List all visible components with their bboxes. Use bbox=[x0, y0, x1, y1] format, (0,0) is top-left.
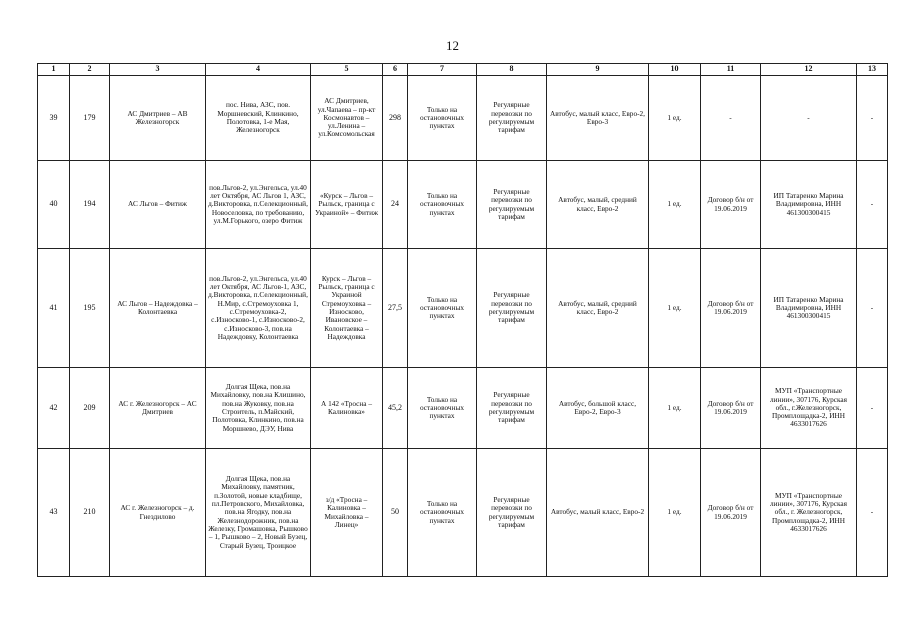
route-number: 209 bbox=[70, 368, 110, 449]
vehicle-class: Автобус, большой класс, Евро-2, Евро-3 bbox=[547, 368, 649, 449]
header-col-10: 10 bbox=[649, 64, 701, 76]
carrier-info: ИП Татаренко Марина Владимировна, ИНН 461300300415 bbox=[761, 161, 857, 249]
carrier-info: ИП Татаренко Марина Владимировна, ИНН 461300300415 bbox=[761, 249, 857, 368]
roads-list: «Курск – Льгов – Рыльск, граница с Украиной» – Фитиж bbox=[311, 161, 383, 249]
route-name: АС Льгов – Надеждовка – Колонтаевка bbox=[110, 249, 206, 368]
stops-list: Долгая Щека, пов.на Михайловку, пов.на Клишино, пов.на Жуковку, пов.на Строитель, п.Майский, Полотовка, Клинкино, пов.на Моршнево, ДЭУ, Нива bbox=[206, 368, 311, 449]
route-index: 43 bbox=[38, 449, 70, 577]
header-col-8: 8 bbox=[477, 64, 547, 76]
table-row bbox=[38, 161, 888, 249]
vehicle-count: 1 ед. bbox=[649, 161, 701, 249]
route-name: АС Льгов – Фитиж bbox=[110, 161, 206, 249]
notes-cell: - bbox=[857, 449, 888, 577]
table-row bbox=[38, 368, 888, 449]
contract-info: Договор б/н от 19.06.2019 bbox=[701, 161, 761, 249]
vehicle-count: 1 ед. bbox=[649, 368, 701, 449]
boarding-order: Только на остановочных пунктах bbox=[408, 449, 477, 577]
route-index: 41 bbox=[38, 249, 70, 368]
vehicle-count: 1 ед. bbox=[649, 449, 701, 577]
boarding-order: Только на остановочных пунктах bbox=[408, 368, 477, 449]
header-col-9: 9 bbox=[547, 64, 649, 76]
roads-list: з/д «Тросна – Калиновка – Михайловка – Линец» bbox=[311, 449, 383, 577]
transport-type: Регулярные перевозки по регулируемым тарифам bbox=[477, 76, 547, 161]
notes-cell: - bbox=[857, 161, 888, 249]
route-index: 40 bbox=[38, 161, 70, 249]
header-col-11: 11 bbox=[701, 64, 761, 76]
carrier-info: - bbox=[761, 76, 857, 161]
route-name: АС г. Железногорск – д. Гнездилово bbox=[110, 449, 206, 577]
contract-info: - bbox=[701, 76, 761, 161]
transport-type: Регулярные перевозки по регулируемым тарифам bbox=[477, 449, 547, 577]
vehicle-class: Автобус, малый, средний класс, Евро-2 bbox=[547, 249, 649, 368]
page-number: 12 bbox=[446, 38, 459, 53]
header-col-5: 5 bbox=[311, 64, 383, 76]
header-col-3: 3 bbox=[110, 64, 206, 76]
boarding-order: Только на остановочных пунктах bbox=[408, 249, 477, 368]
notes-cell: - bbox=[857, 249, 888, 368]
vehicle-count: 1 ед. bbox=[649, 249, 701, 368]
route-length: 298 bbox=[383, 76, 408, 161]
table-row bbox=[38, 249, 888, 368]
routes-table bbox=[37, 63, 888, 577]
route-number: 210 bbox=[70, 449, 110, 577]
route-number: 195 bbox=[70, 249, 110, 368]
stops-list: пов.Льгов-2, ул.Энгельса, ул.40 лет Октября, АС Льгов 1, АЗС, д.Викторовка, п.Селекционный, Новоселовка, по требованию, ул.М.Горького, озеро Фитиж bbox=[206, 161, 311, 249]
route-length: 45,2 bbox=[383, 368, 408, 449]
boarding-order: Только на остановочных пунктах bbox=[408, 161, 477, 249]
route-number: 194 bbox=[70, 161, 110, 249]
stops-list: пос. Нива, АЗС, пов. Моршневский, Клинкино, Полотовка, 1-е Мая, Железногорск bbox=[206, 76, 311, 161]
contract-info: Договор б/н от 19.06.2019 bbox=[701, 249, 761, 368]
notes-cell: - bbox=[857, 368, 888, 449]
header-col-12: 12 bbox=[761, 64, 857, 76]
header-col-7: 7 bbox=[408, 64, 477, 76]
header-col-6: 6 bbox=[383, 64, 408, 76]
table-header bbox=[38, 64, 888, 76]
stops-list: пов.Льгов-2, ул.Энгельса, ул.40 лет Октября, АС Льгов-1, АЗС, д.Викторовка, п.Селекционный, Н.Мир, с.Стремоуховка 1, с.Стремоуховка-2, с.Износково-1, с.Износково-2, с.Износково-3, пов.на Надеждовку, Колонтаевка bbox=[206, 249, 311, 368]
route-name: АС Дмитриев – АВ Железногорск bbox=[110, 76, 206, 161]
carrier-info: МУП «Транспортные линии», 307176, Курская обл., г. Железногорск, Промплощадка-2, ИНН 4633017626 bbox=[761, 449, 857, 577]
header-col-1: 1 bbox=[38, 64, 70, 76]
stops-list: Долгая Щека, пов.на Михайловку, памятник, п.Золотой, новые кладбище, пл.Петровского, Михайловка, пов.на Ягодку, пов.на Железнодорожник, пов.на Железку, Громашовка, Рышково – 1, Рышково – 2, Новый Бузец, Старый Бузец, Троицкое bbox=[206, 449, 311, 577]
route-length: 50 bbox=[383, 449, 408, 577]
roads-list: Курск – Льгов – Рыльск, граница с Украиной Стремоуховка – Износково, Ивановское – Колонтаевка – Надеждовка bbox=[311, 249, 383, 368]
header-col-2: 2 bbox=[70, 64, 110, 76]
header-row bbox=[38, 64, 888, 76]
notes-cell: - bbox=[857, 76, 888, 161]
roads-list: АС Дмитриев, ул.Чапаева – пр-кт Космонавтов – ул.Ленина – ул.Комсомольская bbox=[311, 76, 383, 161]
vehicle-count: 1 ед. bbox=[649, 76, 701, 161]
header-col-13: 13 bbox=[857, 64, 888, 76]
route-name: АС г. Железногорск – АС Дмитриев bbox=[110, 368, 206, 449]
vehicle-class: Автобус, малый, средний класс, Евро-2 bbox=[547, 161, 649, 249]
vehicle-class: Автобус, малый класс, Евро-2 bbox=[547, 449, 649, 577]
route-index: 39 bbox=[38, 76, 70, 161]
roads-list: А 142 «Тросна – Калиновка» bbox=[311, 368, 383, 449]
transport-type: Регулярные перевозки по регулируемым тарифам bbox=[477, 368, 547, 449]
transport-type: Регулярные перевозки по регулируемым тарифам bbox=[477, 161, 547, 249]
table-row bbox=[38, 76, 888, 161]
route-number: 179 bbox=[70, 76, 110, 161]
contract-info: Договор б/н от 19.06.2019 bbox=[701, 368, 761, 449]
route-index: 42 bbox=[38, 368, 70, 449]
boarding-order: Только на остановочных пунктах bbox=[408, 76, 477, 161]
contract-info: Договор б/н от 19.06.2019 bbox=[701, 449, 761, 577]
vehicle-class: Автобус, малый класс, Евро-2, Евро-3 bbox=[547, 76, 649, 161]
table-row bbox=[38, 449, 888, 577]
carrier-info: МУП «Транспортные линии», 307176, Курская обл., г.Железногорск, Промплощадка-2, ИНН 4633017626 bbox=[761, 368, 857, 449]
header-col-4: 4 bbox=[206, 64, 311, 76]
transport-type: Регулярные перевозки по регулируемым тарифам bbox=[477, 249, 547, 368]
route-length: 24 bbox=[383, 161, 408, 249]
route-length: 27,5 bbox=[383, 249, 408, 368]
